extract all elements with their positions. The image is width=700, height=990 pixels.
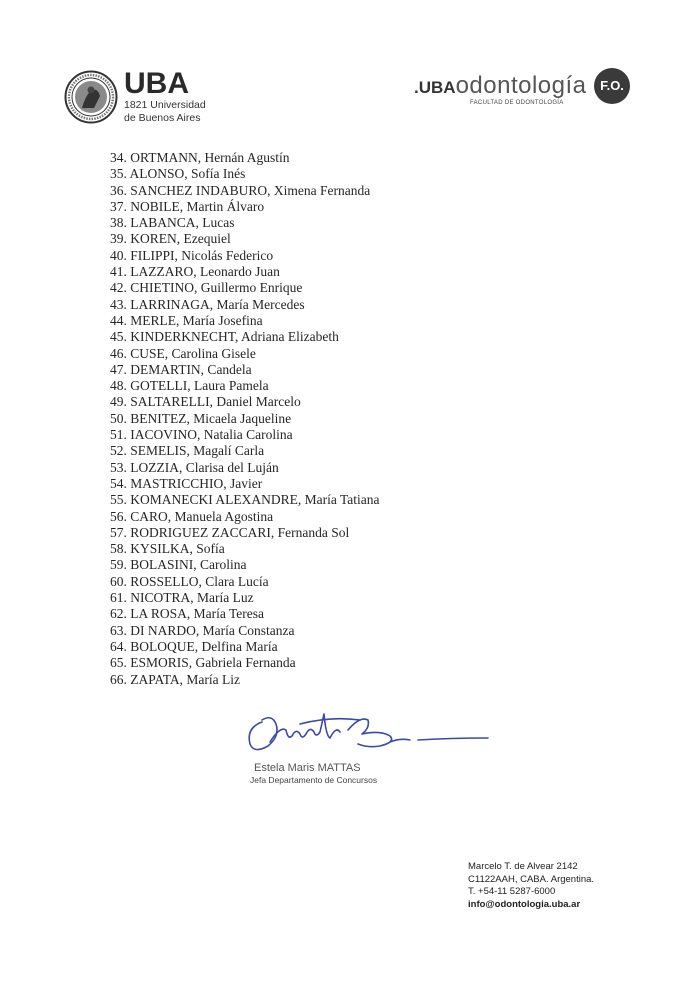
list-item: 38. LABANCA, Lucas — [110, 215, 235, 231]
list-item: 41. LAZZARO, Leonardo Juan — [110, 264, 280, 280]
fo-uba-text: .UBA — [414, 78, 456, 97]
list-item: 48. GOTELLI, Laura Pamela — [110, 378, 269, 394]
list-item: 57. RODRIGUEZ ZACCARI, Fernanda Sol — [110, 524, 350, 540]
list-item: 37. NOBILE, Martin Álvaro — [110, 198, 265, 214]
address-block — [468, 861, 594, 911]
list-item: 34. ORTMANN, Hernán Agustín — [110, 150, 290, 165]
uba-subtitle-1: 1821 Universidad — [124, 99, 206, 111]
list-item: 36. SANCHEZ INDABURO, Ximena Fernanda — [110, 182, 371, 198]
uba-logo — [64, 67, 206, 124]
names-list — [110, 150, 380, 688]
university-seal-icon — [64, 70, 118, 124]
signature-image — [240, 706, 490, 766]
list-item: 64. BOLOQUE, Delfina María — [110, 638, 278, 654]
fo-facultad-text: FACULTAD DE ODONTOLOGÍA — [470, 100, 564, 106]
list-item: 55. KOMANECKI ALEXANDRE, María Tatiana — [110, 492, 380, 508]
list-item: 45. KINDERKNECHT, Adriana Elizabeth — [110, 329, 339, 345]
list-item: 56. CARO, Manuela Agostina — [110, 508, 274, 524]
address-street: Marcelo T. de Alvear 2142 — [468, 861, 578, 872]
signer-role: Jefa Departamento de Concursos — [250, 775, 378, 785]
list-item: 61. NICOTRA, María Luz — [110, 590, 254, 606]
list-item: 60. ROSSELLO, Clara Lucía — [110, 573, 269, 589]
list-item: 39. KOREN, Ezequiel — [110, 231, 231, 247]
list-item: 50. BENITEZ, Micaela Jaqueline — [110, 410, 292, 426]
list-item: 47. DEMARTIN, Candela — [110, 361, 252, 377]
list-item: 43. LARRINAGA, María Mercedes — [110, 296, 305, 312]
list-item: 62. LA ROSA, María Teresa — [110, 606, 265, 622]
uba-wordmark: UBA — [124, 67, 189, 100]
list-item: 44. MERLE, María Josefina — [110, 312, 263, 328]
address-email: info@odontologia.uba.ar — [468, 898, 581, 910]
list-item: 51. IACOVINO, Natalia Carolina — [110, 427, 293, 443]
list-item: 63. DI NARDO, María Constanza — [110, 622, 295, 638]
signer-name: Estela Maris MATTAS — [254, 762, 361, 774]
list-item: 40. FILIPPI, Nicolás Federico — [110, 247, 274, 263]
list-item: 66. ZAPATA, María Liz — [110, 671, 241, 687]
fo-badge: F.O. — [594, 68, 630, 104]
list-item: 53. LOZZIA, Clarisa del Luján — [110, 459, 279, 475]
list-item: 65. ESMORIS, Gabriela Fernanda — [110, 655, 296, 671]
uba-subtitle-2: de Buenos Aires — [124, 112, 201, 124]
list-item: 42. CHIETINO, Guillermo Enrique — [110, 280, 303, 296]
address-phone: T. +54-11 5287-6000 — [468, 886, 556, 897]
list-item: 35. ALONSO, Sofía Inés — [110, 166, 246, 182]
fo-wordmark — [414, 72, 587, 100]
fo-odontologia-text: odontología — [455, 72, 587, 99]
list-item: 49. SALTARELLI, Daniel Marcelo — [110, 394, 301, 410]
list-item: 46. CUSE, Carolina Gisele — [110, 345, 256, 361]
list-item: 54. MASTRICCHIO, Javier — [110, 475, 263, 491]
address-city: C1122AAH, CABA. Argentina. — [468, 873, 595, 885]
list-item: 52. SEMELIS, Magalí Carla — [110, 443, 265, 459]
list-item: 58. KYSILKA, Sofía — [110, 541, 225, 557]
list-item: 59. BOLASINI, Carolina — [110, 557, 247, 573]
fo-logo — [414, 68, 636, 108]
